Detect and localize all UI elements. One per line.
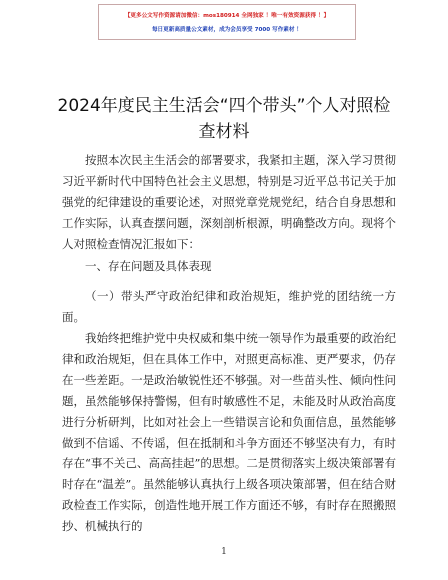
body-paragraph: 我始终把维护党中央权威和集中统一领导作为最重要的政治纪律和政治规矩，但在具体工作中，对照更高标准、更严要求，仍存在一些差距。一是政治敏锐性还不够强。对一些苗头性、倾向性问题，虽然能够保持警惕，但有时敏感性不足，未能及时从政治高度进行分析研判，比如对社会上一些错误言论和负面信息，虽然能够做到不信谣、不传谣，但在抵制和斗争方面还不够坚决有力，有时存在“事不关己、高高挂起”的思想。二是贯彻落实上级决策部署有时存在“温差”。虽然能够认真执行上级各项决策部署，但在结合财政检查工作实际，创造性地开展工作方面还不够，有时存在照搬照抄、机械执行的 <box>62 331 396 534</box>
promo-banner <box>98 4 356 40</box>
promo-line-red: 【更多公文写作资源请加微信：mos180914 全网独家 ！唯一有效资源获得 ！】 <box>124 13 330 19</box>
intro-paragraph: 按照本次民主生活会的部署要求，我紧扣主题，深入学习贯彻习近平新时代中国特色社会主义思想，特别是习近平总书记关于加强党的纪律建设的重要论述，对照党章党规党纪，结合自身思想和工作实际，认真查摆问题，深刻剖析根源，明确整改方向。现将个人对照检查情况汇报如下： <box>62 153 396 251</box>
document-title-line1: 2024年度民主生活会“四个带头”个人对照检 <box>57 96 391 116</box>
promo-line-blue: 每日更新高质量公文素材，成为会员享受 7000 写作素材 ！ <box>151 27 303 33</box>
document-title-line2: 查材料 <box>198 122 250 142</box>
subsection-heading-visible: （一）带头严守政治纪律和政治规矩，维护党的团结统一方面。 <box>62 289 396 324</box>
page-number: 1 <box>221 547 227 557</box>
section-heading: 一、存在问题及具体表现 <box>85 259 212 273</box>
